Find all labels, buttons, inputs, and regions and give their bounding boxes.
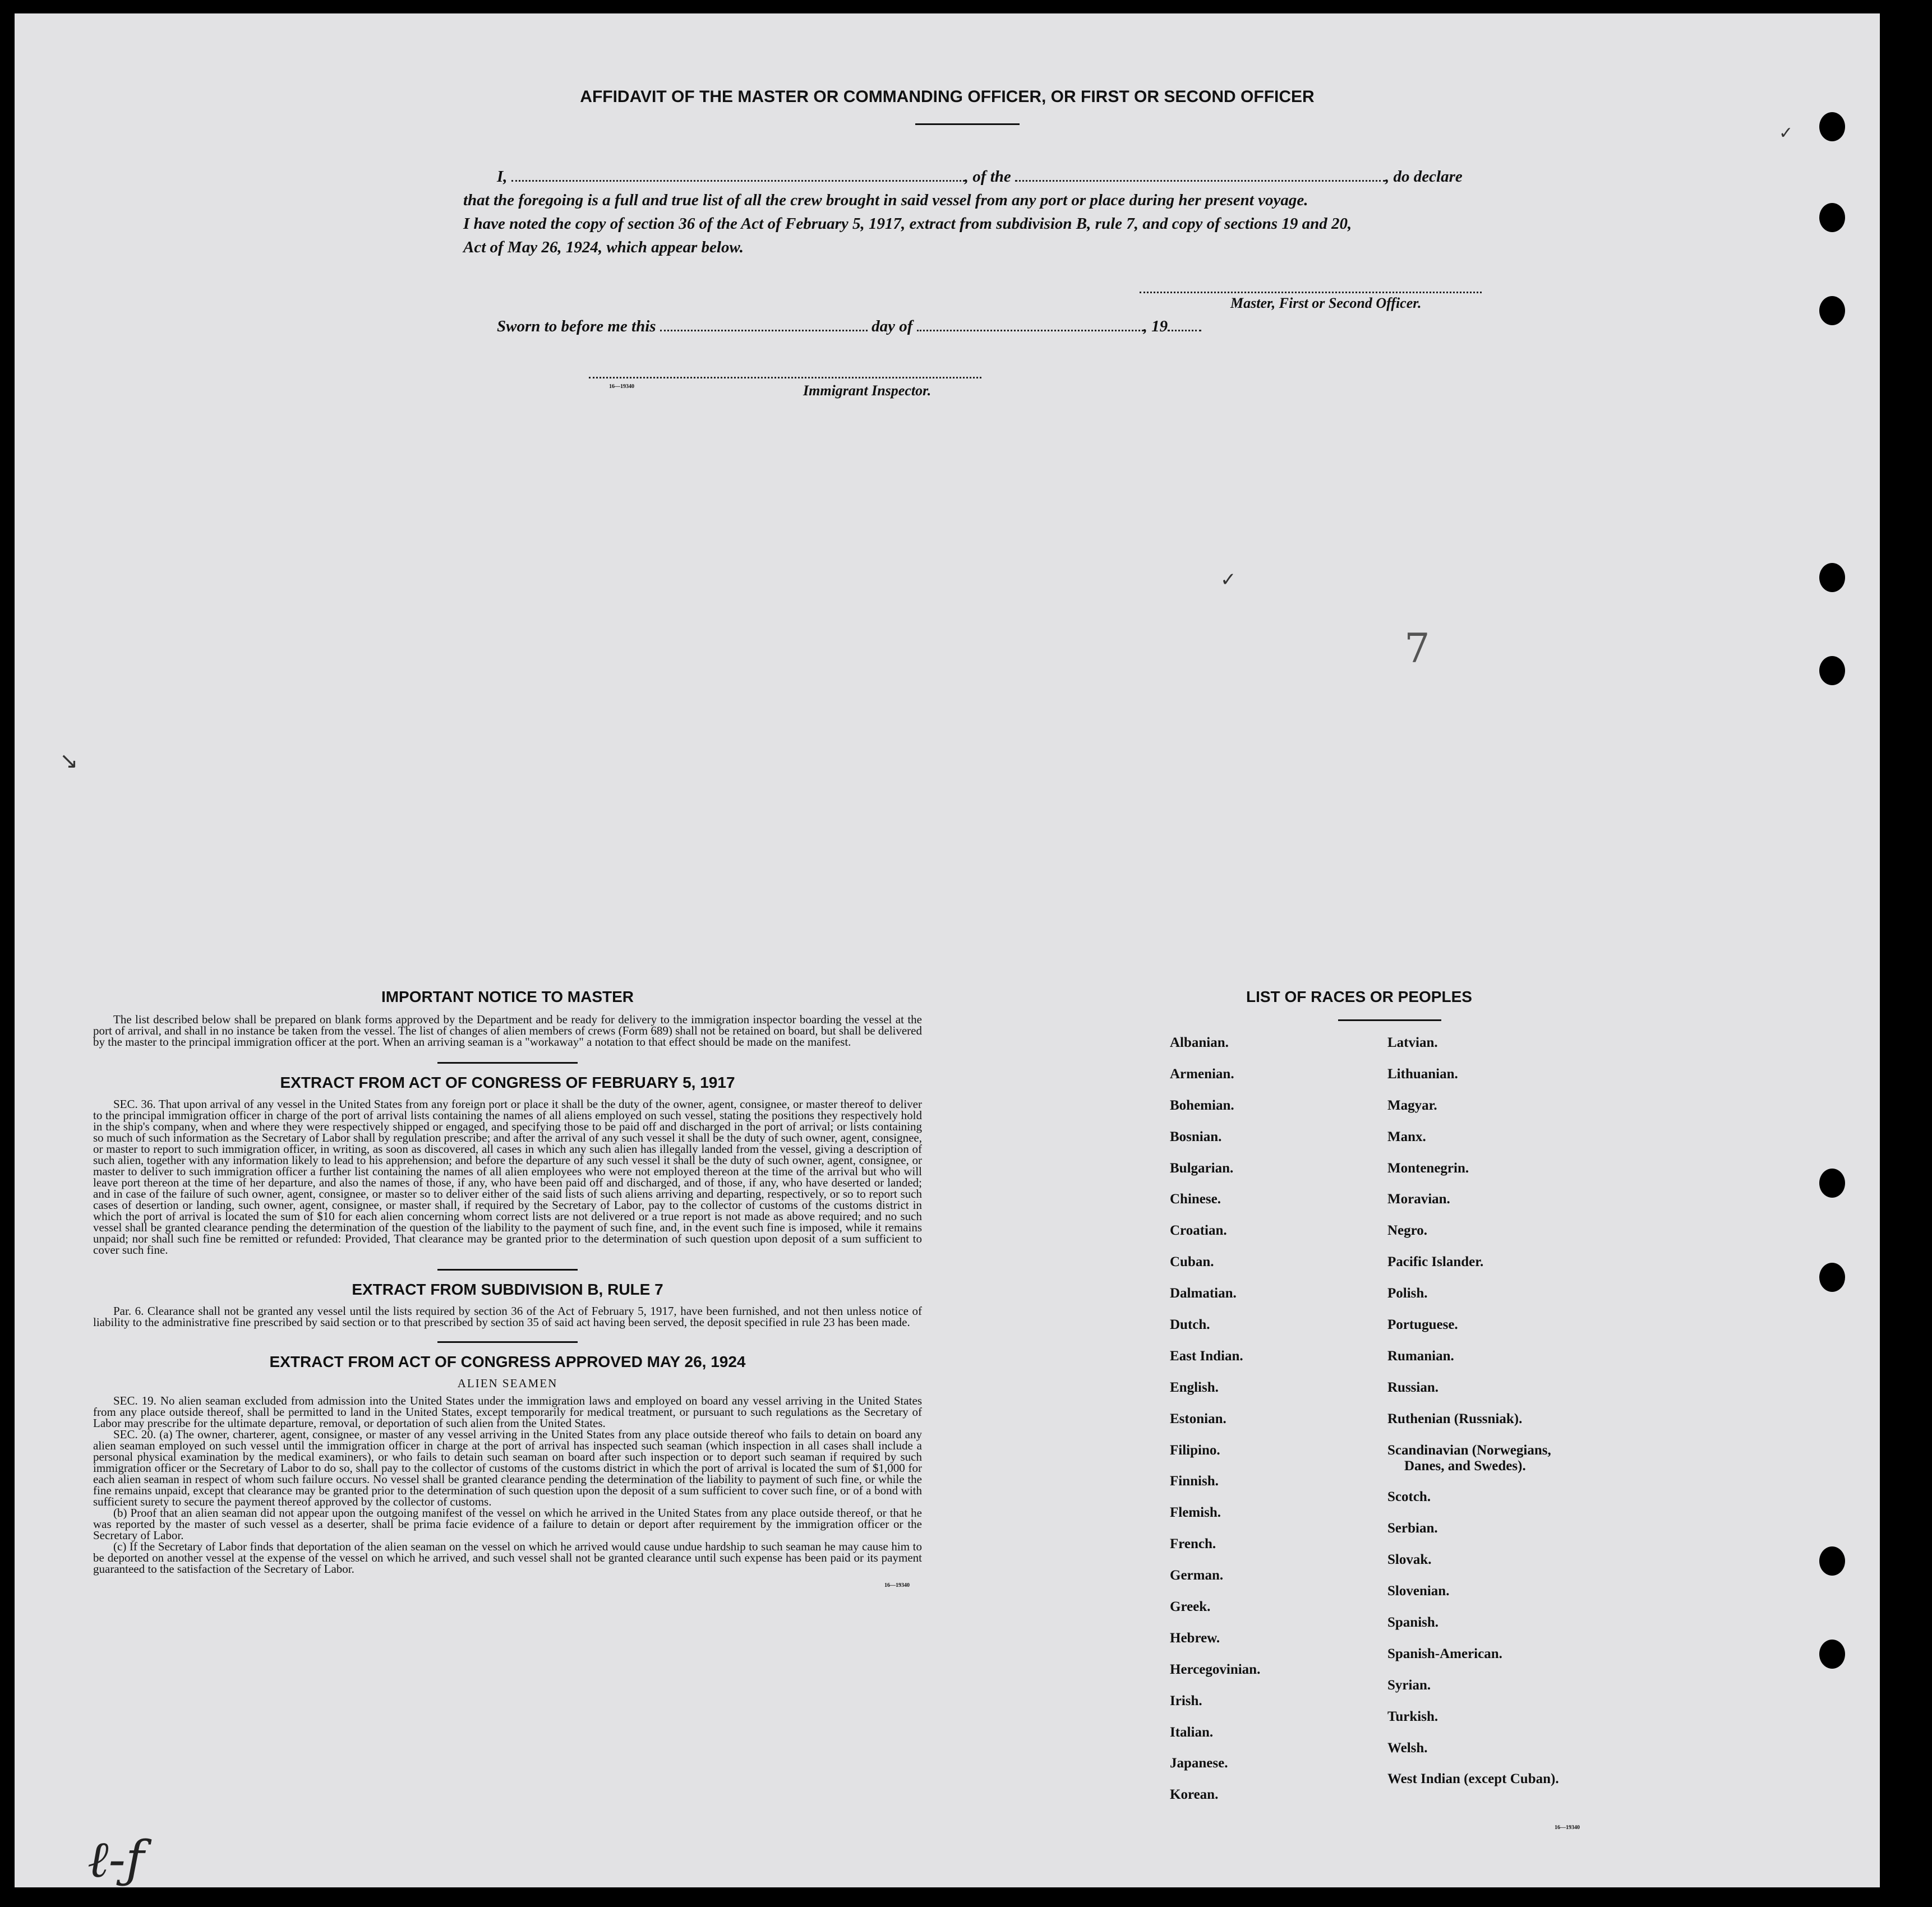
section-rule-2 [437,1269,578,1271]
notice-text: The list described below shall be prepared on blank forms approved by the Department and be ready for delivery to the immigration inspector boarding the vessel at the port of arrival, and shall in no instance be taken from the vessel. The list of changes of alien members of crews (Form 689) shall not be retained on board, but shall be delivered by the master to the principal immigration officer at the port. When an arriving seaman is a "workaway" a notation to that effect should be made on the manifest. [93,1013,922,1049]
binder-hole [1819,1640,1845,1669]
master-signature-label: Master, First or Second Officer. [1230,295,1422,311]
race-item: Portuguese. [1387,1317,1458,1333]
race-item: Pacific Islander. [1387,1254,1484,1270]
affidavit-line1-mid: , of the [964,168,1011,186]
stray-scribble: ℓ-ƒ [87,1830,145,1889]
races-column-1 [1170,1035,1260,1818]
race-item: Welsh. [1387,1740,1428,1756]
race-item: Korean. [1170,1787,1219,1803]
stray-mark: ✓ [1220,569,1237,591]
extract-1917-text: SEC. 36. That upon arrival of any vessel in the United States from any foreign port or place it shall be the duty of the owner, agent, consignee, or master thereof to deliver to the principal immigration officer in charge of the port of arrival lists containing the names of all aliens employed on such vessel, stating the positions they respectively hold in the ship's company, when and where they were respectively shipped or engaged, and specifying those to be paid off and discharged in the port of arrival; or lists containing so much of such information as the Secretary of Labor shall by regulation prescribe; and after the arrival of any such vessel it shall be the duty of such owner, agent, consignee, or master to report to such immigration officer, in writing, as soon as discovered, all cases in which any such alien has illegally landed from the vessel, giving a description of such alien, together with any information likely to lead to his apprehension; and before the departure of any such vessel it shall be the duty of such owner, agent, consignee, or master to deliver to such immigration officer a further list containing the names of all alien employees who were not employed thereon at the time of the arrival but who will leave port thereon at the time of her departure, and also the names of those, if any, who have been paid off and discharged, and of those, if any, who have deserted or landed; and in case of the failure of such owner, agent, consignee, or master so to deliver either of the said lists of such aliens arriving and departing, respectively, or so to report such cases of desertion or landing, such owner, agent, consignee, or master shall, if required by the Secretary of Labor, pay to the collector of customs of the customs district in which the port of arrival is located the sum of $10 for each alien concerning whom correct lists are not delivered or a true report is not made as above required; and no such vessel shall be granted clearance pending the determination of the question of the liability to the payment of such fine, and, in the event such fine is imposed, while it remains unpaid; nor shall such fine be remitted or refunded: Provided, That clearance may be granted prior to the determination of such question upon deposit of a sum sufficient to cover such fine. [93,1097,922,1257]
binder-hole [1819,296,1845,325]
document-page [15,13,1880,1887]
race-item: Bulgarian. [1170,1160,1234,1176]
sworn-mid: day of [872,317,913,335]
race-item: Bosnian. [1170,1129,1222,1144]
affidavit-line4: Act of May 26, 1924, which appear below. [463,238,744,256]
handwritten-number: 7 [1404,625,1430,672]
race-item: Dalmatian. [1170,1286,1237,1301]
race-item: Moravian. [1387,1192,1450,1207]
extract-1924-subtitle: ALIEN SEAMEN [457,1377,558,1390]
sworn-line [497,317,1201,336]
stray-mark: ✓ [1779,123,1793,143]
affidavit-title: AFFIDAVIT OF THE MASTER OR COMMANDING OFFICER, OR FIRST OR SECOND OFFICER [580,87,1315,106]
sworn-day-field[interactable] [660,317,868,331]
inspector-label: Immigrant Inspector. [803,382,932,399]
section-rule-1 [437,1062,578,1064]
race-item: East Indian. [1170,1348,1243,1364]
race-item: German. [1170,1568,1224,1583]
race-item: Rumanian. [1387,1348,1454,1364]
section-rule-3 [437,1341,578,1343]
race-item: Dutch. [1170,1317,1210,1333]
inspector-signature-field[interactable] [589,364,981,378]
stray-mark: ↘ [59,748,79,774]
race-item: Slovak. [1387,1552,1432,1568]
race-item: Albanian. [1170,1035,1229,1050]
sworn-end: , 19 [1143,317,1168,335]
race-item: Greek. [1170,1599,1211,1615]
sworn-month-field[interactable] [917,317,1143,331]
sec20a-text: SEC. 20. (a) The owner, charterer, agent, consignee, or master of any vessel arriving in the United States from any place outside thereof who fails to detain on board any alien seaman employed on such vessel until the immigration officer in charge at the port of arrival has inspected such seaman (which inspection in all cases shall include a personal physical examination by the medical examiners), or who fails to detain such seaman on board after such inspection or to deport such seaman if required by such immigration officer or the Secretary of Labor to do so, shall pay to the collector of customs of the customs district in which the port of arrival is located the sum of $1,000 for each alien seaman in respect of whom such failure occurs. No vessel shall be granted clearance pending the determination of the liability to payment of such fine, or while the fine remains unpaid, except that clearance may be granted prior to the determination of such question upon the deposit of a sum sufficient to cover such fine, or of a bond with sufficient surety to secure the payment thereof approved by the collector of customs. [93,1428,922,1508]
race-item: Croatian. [1170,1223,1227,1239]
binder-hole [1819,1546,1845,1576]
race-item: Bohemian. [1170,1097,1234,1113]
rule7-text: Par. 6. Clearance shall not be granted any vessel until the lists required by section 36 of the Act of February 5, 1917, have been furnished, and not then unless notice of liability to the administrative fine prescribed by said section or to that prescribed by section 35 of said act having been served, the deposit specified in rule 23 has been made. [93,1304,922,1329]
race-item: Cuban. [1170,1254,1214,1270]
race-item: Slovenian. [1387,1583,1450,1599]
races-title-rule [1338,1019,1441,1021]
affidavit-line2: that the foregoing is a full and true list of all the crew brought in said vessel from any port or place during her present voyage. [463,191,1308,209]
binder-hole [1819,656,1845,685]
extract-1917-title: EXTRACT FROM ACT OF CONGRESS OF FEBRUARY 5, 1917 [280,1074,735,1091]
binder-hole [1819,112,1845,141]
affidavit-title-rule [915,123,1020,125]
legal-notices-column [93,988,922,1589]
form-number-top: 16—19340 [609,384,634,390]
race-item: Polish. [1387,1286,1428,1301]
race-item: Serbian. [1387,1521,1438,1536]
affidavit-body [463,165,1574,259]
race-item: Chinese. [1170,1192,1221,1207]
race-item: Russian. [1387,1379,1439,1395]
extract-1924-title: EXTRACT FROM ACT OF CONGRESS APPROVED MAY 26, 1924 [269,1353,746,1370]
race-item: Danes, and Swedes). [1404,1458,1526,1474]
race-item: Finnish. [1170,1474,1219,1489]
races-title: LIST OF RACES OR PEOPLES [1246,988,1472,1005]
race-item: West Indian (except Cuban). [1387,1771,1559,1787]
sec19-text: SEC. 19. No alien seaman excluded from admission into the United States under the immigration laws and employed on board any vessel arriving in the United States from any place outside thereof, shall be permitted to land in the United States, except temporarily for medical treatment, or pursuant to such regulations as the Secretary of Labor may prescribe for the ultimate departure, removal, or deportation of such alien from the United States. [93,1394,922,1430]
race-item: Italian. [1170,1724,1214,1740]
affidavit-line3: I have noted the copy of section 36 of the Act of February 5, 1917, extract from subdivision B, rule 7, and copy of sections 19 and 20, [463,215,1352,233]
rule7-title: EXTRACT FROM SUBDIVISION B, RULE 7 [352,1281,663,1298]
race-item: Montenegrin. [1387,1160,1469,1176]
race-item: Ruthenian (Russniak). [1387,1411,1523,1426]
race-item: Scotch. [1387,1489,1431,1505]
race-item: Hercegovinian. [1170,1661,1261,1677]
sec20b-text: (b) Proof that an alien seaman did not appear upon the outgoing manifest of the vessel on which he arrived in the United States from any place outside thereof, or that he was reported by the master of such vessel as a deserter, shall be prima facie evidence of a failure to detain or deport after requirement by the immigration officer or the Secretary of Labor. [93,1506,922,1542]
affidavit-line1-start: I, [497,168,508,186]
race-item: Latvian. [1387,1035,1438,1050]
race-item: Hebrew. [1170,1630,1220,1646]
sworn-start: Sworn to before me this [497,317,656,335]
race-item: Spanish-American. [1387,1646,1502,1661]
form-number-right: 16—19340 [1555,1825,1580,1831]
race-item: Armenian. [1170,1066,1234,1082]
race-item: Flemish. [1170,1505,1221,1521]
notice-title: IMPORTANT NOTICE TO MASTER [381,988,634,1005]
race-item: Syrian. [1387,1677,1431,1693]
race-item: Manx. [1387,1129,1426,1144]
race-item: English. [1170,1379,1219,1395]
race-item: Irish. [1170,1693,1202,1709]
race-item: Magyar. [1387,1097,1437,1113]
race-item: Estonian. [1170,1411,1226,1426]
race-item: Japanese. [1170,1756,1228,1771]
binder-hole [1819,203,1845,232]
sworn-year-field[interactable] [1168,317,1201,331]
binder-hole [1819,1169,1845,1198]
master-signature-field[interactable] [1140,279,1482,293]
sec20c-text: (c) If the Secretary of Labor finds that deportation of the alien seaman on the vessel on which he arrived would cause undue hardship to such seaman he may cause him to be deported on another vessel at the expense of the vessel on which he arrived, and such vessel shall not be granted clearance until such expense has been paid or its payment guaranteed to the satisfaction of the Secretary of Labor. [93,1540,922,1576]
affidavit-line1-end: , do declare [1385,168,1463,186]
name-field[interactable] [511,168,965,182]
race-item: Negro. [1387,1223,1428,1239]
binder-hole [1819,1263,1845,1292]
races-column-2 [1387,1035,1559,1803]
binder-hole [1819,563,1845,592]
race-item: Lithuanian. [1387,1066,1458,1082]
race-item: Spanish. [1387,1615,1439,1631]
race-item: Turkish. [1387,1709,1438,1724]
form-number-left: 16—19340 [884,1582,910,1589]
race-item: French. [1170,1536,1216,1552]
race-item: Scandinavian (Norwegians, [1387,1442,1551,1458]
race-item: Filipino. [1170,1442,1220,1458]
vessel-field[interactable] [1015,168,1385,182]
